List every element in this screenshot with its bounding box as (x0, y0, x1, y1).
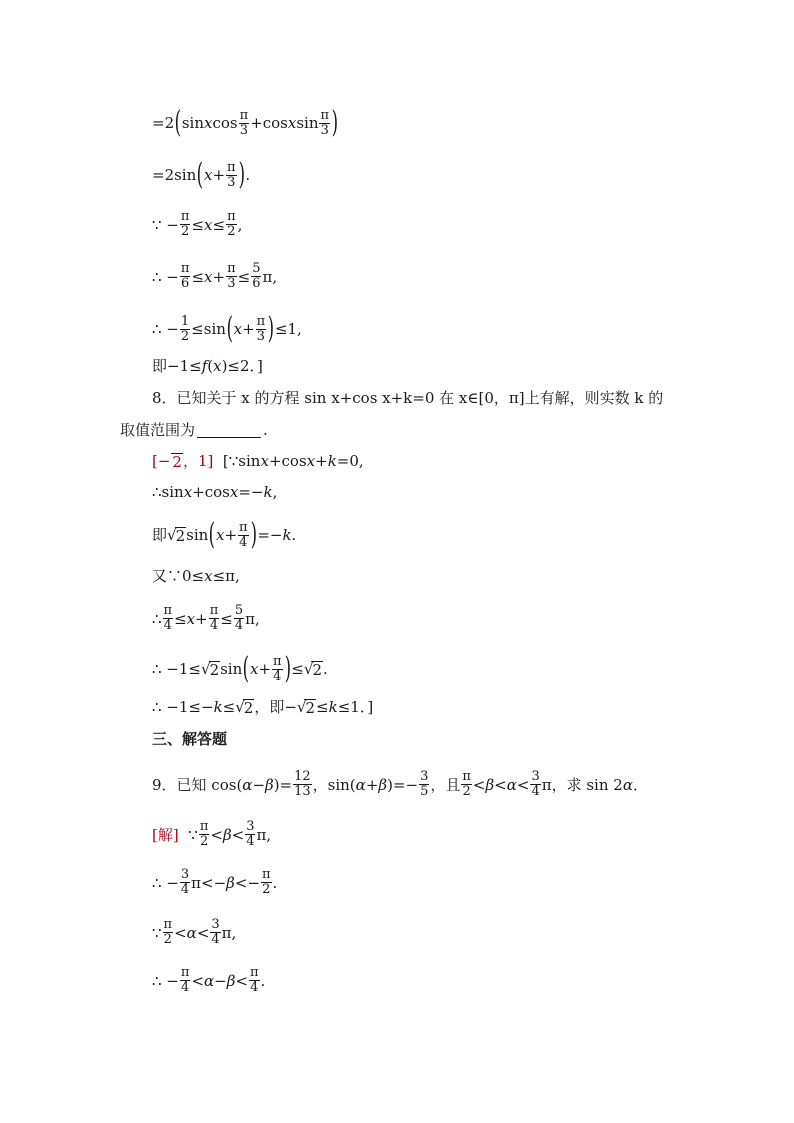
answer-8-line1: [− 2 ，1] [∵sin x +cos x + k =0, (152, 452, 364, 471)
solution-line3: ∵ $\frac{\pi}{2}$ < α < $\frac{3}{4}$ π, (152, 917, 237, 947)
line-expansion: =2 ( sin x cos $\frac{\pi}{3}$ +cos x sin $\frac{\pi}{3}$ ) (152, 105, 339, 140)
question-8-line1: 8．已知关于 x 的方程 sin x+cos x+k=0 在 x∈[0，π]上有解，则实数 k 的 (152, 389, 664, 407)
line-simplified: =2sin ( x + $\frac{\pi}{3}$ ) . (152, 157, 251, 192)
question-9: 9．已知 cos( α − β )= $\frac{12}{13}$ ，sin( α + β )=− $\frac{3}{5}$ ，且 $\frac{\pi}{2}$ < β < α < $\frac{3}{4}$ π，求 sin 2 α ． (152, 769, 648, 799)
section-heading: 三、解答题 (152, 730, 228, 748)
answer-8-line6: ∴ −1≤ √ 2 sin ( x + $\frac{\pi}{4}$ ) ≤ √ 2 . (152, 651, 328, 686)
solution-line4: ∴ − $\frac{\pi}{4}$ < α − β < $\frac{\pi}{4}$ . (152, 965, 266, 995)
answer-8-line5: ∴ $\frac{\pi}{4}$ ≤ x + $\frac{\pi}{4}$ ≤ $\frac{5}{4}$ π, (152, 603, 260, 633)
question-8-line2: 取值范围为 . (120, 421, 268, 439)
solution-line1: [解] ∵ $\frac{\pi}{2}$ < β < $\frac{3}{4}$ π, (152, 819, 272, 849)
answer-8-line3: 即 √ 2 sin ( x + $\frac{\pi}{4}$ ) =− k . (152, 517, 297, 552)
line-range-sin: ∴ − $\frac{1}{2}$ ≤sin ( x + $\frac{\pi}{3}$ ) ≤1, (152, 311, 302, 346)
answer-8-line2: ∴sin x +cos x =− k , (152, 483, 278, 501)
line-range-arg: ∴ − $\frac{\pi}{6}$ ≤ x + $\frac{\pi}{3}$ ≤ $\frac{5}{6}$ π, (152, 261, 278, 291)
answer-8-line7: ∴ −1≤− k ≤ √ 2 ，即− √ 2 ≤ k ≤1．] (152, 698, 374, 717)
solution-line2: ∴ − $\frac{3}{4}$ π<− β <− $\frac{\pi}{2}$ . (152, 867, 278, 897)
line-conclusion-7: 即−1≤ f ( x )≤2．] (152, 357, 263, 375)
answer-8-line4: 又∵0≤ x ≤π, (152, 567, 240, 585)
answer-blank (197, 423, 261, 438)
line-domain: ∵ − $\frac{\pi}{2}$ ≤ x ≤ $\frac{\pi}{2}$ , (152, 209, 243, 239)
